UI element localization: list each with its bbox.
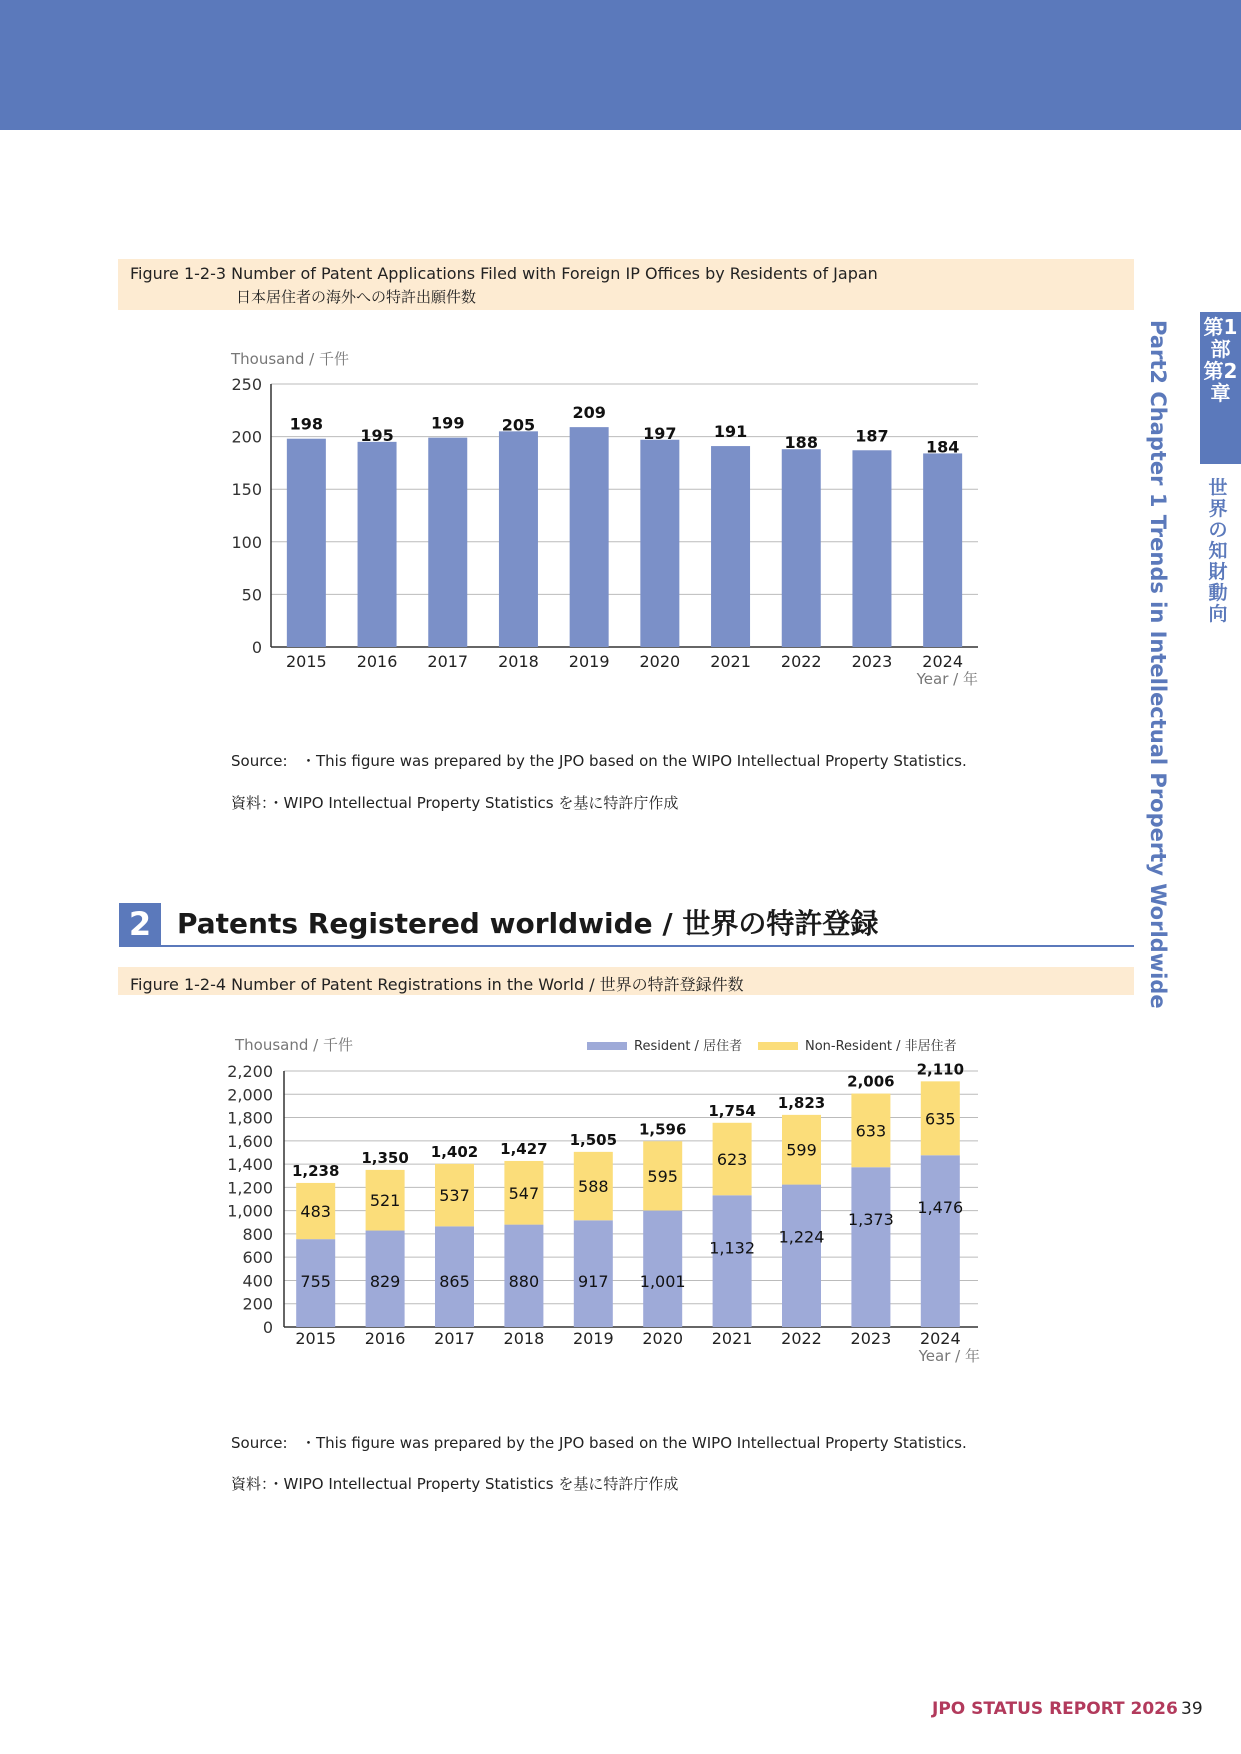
y-tick-label: 2,200 xyxy=(227,1062,273,1081)
data-label: 195 xyxy=(360,425,394,445)
total-label: 1,596 xyxy=(638,1120,687,1139)
legend-swatch-resident xyxy=(587,1042,627,1050)
non-resident-label: 599 xyxy=(786,1140,817,1160)
figure1-title-jp: 日本居住者の海外への特許出願件数 xyxy=(236,288,477,306)
resident-label: 1,224 xyxy=(778,1227,825,1247)
resident-label: 1,373 xyxy=(847,1210,894,1230)
total-label: 1,823 xyxy=(777,1093,826,1112)
y-tick-label: 1,400 xyxy=(227,1155,273,1175)
data-label: 191 xyxy=(713,422,748,442)
bar xyxy=(711,446,750,647)
resident-label: 1,132 xyxy=(709,1238,756,1258)
x-tick-label: 2024 xyxy=(922,652,964,671)
x-tick-label: 2024 xyxy=(919,1329,961,1348)
x-tick-label: 2015 xyxy=(295,1329,337,1348)
figure1-source-text: ・This figure was prepared by the JPO based on the WIPO Intellectual Property Statistics. xyxy=(301,752,967,770)
non-resident-label: 547 xyxy=(508,1183,540,1203)
total-label: 1,350 xyxy=(361,1148,409,1167)
bar xyxy=(499,431,538,647)
figure2-source-label: Source: xyxy=(231,1434,288,1452)
total-label: 1,427 xyxy=(500,1139,548,1158)
non-resident-label: 521 xyxy=(369,1191,401,1211)
y-tick-label: 1,000 xyxy=(227,1201,273,1221)
x-axis-title: Year / 年 xyxy=(918,1347,980,1365)
non-resident-label: 623 xyxy=(716,1150,748,1170)
resident-label: 755 xyxy=(300,1272,331,1291)
figure1-source-label: Source: xyxy=(231,752,288,770)
y-axis-title: Thousand / 千件 xyxy=(231,350,349,368)
bar-resident xyxy=(782,1185,821,1327)
data-label: 187 xyxy=(855,426,889,446)
y-tick-label: 600 xyxy=(242,1248,273,1268)
y-tick-label: 0 xyxy=(262,1318,273,1337)
figure1-source-jp: 資料：・WIPO Intellectual Property Statistics を基に特許庁作成 xyxy=(231,794,679,812)
y-tick-label: 1,200 xyxy=(227,1178,273,1198)
x-tick-label: 2016 xyxy=(364,1329,406,1348)
y-tick-label: 400 xyxy=(242,1271,273,1291)
figure2-title-en: Figure 1-2-4 Number of Patent Registrations in the World / 世界の特許登録件数 xyxy=(130,975,744,994)
non-resident-label: 483 xyxy=(300,1202,331,1222)
data-label: 198 xyxy=(289,414,324,434)
x-tick-label: 2018 xyxy=(498,652,539,671)
figure2-source-text: ・This figure was prepared by the JPO based on the WIPO Intellectual Property Statistics. xyxy=(301,1434,967,1452)
y-tick-label: 800 xyxy=(242,1224,273,1244)
non-resident-label: 595 xyxy=(647,1166,678,1186)
y-tick-label: 150 xyxy=(231,480,262,500)
x-tick-label: 2021 xyxy=(711,1329,753,1348)
x-tick-label: 2019 xyxy=(572,1329,614,1348)
y-tick-label: 200 xyxy=(231,427,262,447)
y-tick-label: 200 xyxy=(242,1294,273,1314)
non-resident-label: 588 xyxy=(578,1177,609,1197)
non-resident-label: 633 xyxy=(855,1121,887,1141)
figure2-source xyxy=(231,1432,967,1453)
x-tick-label: 2020 xyxy=(639,652,681,671)
y-tick-label: 0 xyxy=(251,638,262,657)
section-number: 2 xyxy=(119,903,161,945)
x-tick-label: 2021 xyxy=(710,652,751,671)
x-tick-label: 2017 xyxy=(434,1329,475,1348)
y-tick-label: 1,600 xyxy=(227,1131,273,1151)
legend-swatch-non-resident xyxy=(758,1042,798,1050)
legend-label-non-resident: Non-Resident / 非居住者 xyxy=(805,1039,957,1054)
figure1-chart xyxy=(0,330,1241,780)
bar xyxy=(640,440,679,647)
bar-resident xyxy=(851,1167,890,1327)
figure1-title xyxy=(118,259,1134,310)
x-tick-label: 2019 xyxy=(568,652,610,671)
bar xyxy=(570,427,609,647)
section-title: Patents Registered worldwide / 世界の特許登録 xyxy=(177,907,879,940)
x-tick-label: 2015 xyxy=(285,652,327,671)
y-tick-label: 100 xyxy=(231,532,262,552)
data-label: 197 xyxy=(643,423,677,443)
bar xyxy=(428,438,467,647)
data-label: 184 xyxy=(925,437,960,457)
part-chapter-label: 第1部 第2章 xyxy=(1203,315,1238,405)
report-name: JPO STATUS REPORT 2026 xyxy=(932,1699,1178,1719)
section-underline xyxy=(119,945,1134,947)
x-tick-label: 2023 xyxy=(851,652,893,671)
y-tick-label: 2,000 xyxy=(227,1085,273,1105)
total-label: 2,110 xyxy=(916,1060,965,1079)
bar xyxy=(782,449,821,647)
side-jp-title: 世界の知財動向 xyxy=(1208,477,1228,625)
y-axis-title: Thousand / 千件 xyxy=(235,1036,353,1054)
bar xyxy=(923,453,962,647)
legend-label-resident: Resident / 居住者 xyxy=(634,1039,743,1054)
resident-label: 829 xyxy=(369,1272,401,1291)
total-label: 1,754 xyxy=(708,1101,756,1120)
x-tick-label: 2017 xyxy=(427,652,469,671)
figure2-chart xyxy=(0,1025,1241,1365)
bar-resident xyxy=(921,1155,960,1327)
x-axis-title: Year / 年 xyxy=(916,670,978,688)
non-resident-label: 537 xyxy=(439,1186,470,1206)
y-tick-label: 250 xyxy=(231,375,262,394)
resident-label: 880 xyxy=(508,1272,540,1291)
data-label: 209 xyxy=(572,403,606,423)
resident-label: 1,001 xyxy=(639,1272,686,1291)
data-label: 199 xyxy=(431,413,465,433)
y-tick-label: 50 xyxy=(241,585,262,605)
total-label: 1,402 xyxy=(430,1142,479,1161)
figure1-title-en: Figure 1-2-3 Number of Patent Applications Filed with Foreign IP Offices by Residents of Japan xyxy=(130,264,878,283)
x-tick-label: 2023 xyxy=(850,1329,892,1348)
bar xyxy=(287,439,326,647)
y-tick-label: 1,800 xyxy=(227,1108,273,1128)
side-part-text: Part2 Chapter 1 Trends in Intellectual Property Worldwide xyxy=(1146,320,1170,1009)
resident-label: 865 xyxy=(439,1272,470,1291)
x-tick-label: 2022 xyxy=(780,652,822,671)
figure1-source xyxy=(231,750,967,771)
header-band xyxy=(0,0,1241,130)
total-label: 2,006 xyxy=(847,1072,895,1091)
x-tick-label: 2018 xyxy=(503,1329,545,1348)
x-tick-label: 2020 xyxy=(642,1329,684,1348)
non-resident-label: 635 xyxy=(925,1109,956,1129)
data-label: 188 xyxy=(784,433,818,453)
x-tick-label: 2022 xyxy=(781,1329,822,1348)
bar-resident xyxy=(643,1211,682,1327)
bar-resident xyxy=(713,1195,752,1327)
bar xyxy=(852,450,891,647)
total-label: 1,238 xyxy=(291,1161,340,1180)
x-tick-label: 2016 xyxy=(356,652,398,671)
figure2-title xyxy=(118,967,1134,995)
page-number: 39 xyxy=(1181,1699,1203,1719)
figure2-source-jp: 資料：・WIPO Intellectual Property Statistics を基に特許庁作成 xyxy=(231,1475,679,1493)
resident-label: 917 xyxy=(578,1272,609,1291)
data-label: 205 xyxy=(501,415,536,435)
resident-label: 1,476 xyxy=(917,1198,964,1218)
total-label: 1,505 xyxy=(569,1130,618,1149)
bar xyxy=(358,442,397,647)
